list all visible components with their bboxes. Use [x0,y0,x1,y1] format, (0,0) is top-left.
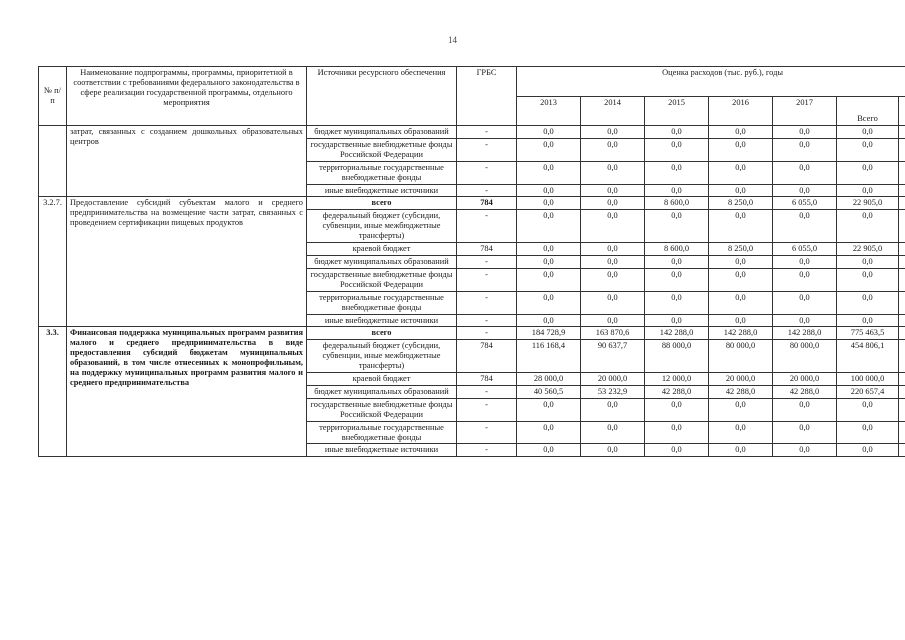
year-value: 20 000,0 [581,373,645,386]
year-value: 0,0 [517,291,581,314]
year-value: 0,0 [773,421,837,444]
year-value: 116 168,4 [517,340,581,373]
header-name: Наименование подпрограммы, программы, приоритетной в соответствии с требованиями федерального законодательства в сфере реализации государственной программы, отдельного мероприятия [67,67,307,126]
year-value: 0,0 [581,398,645,421]
extra-column-cell [899,421,905,444]
year-value: 0,0 [709,314,773,327]
funding-source: бюджет муниципальных образований [307,385,457,398]
year-value: 0,0 [517,126,581,139]
header-year: 2016 [709,97,773,126]
year-value: 163 870,6 [581,327,645,340]
year-value: 0,0 [709,291,773,314]
funding-source: иные внебюджетные источники [307,314,457,327]
funding-source: территориальные государственные внебюджетные фонды [307,161,457,184]
year-value: 80 000,0 [709,340,773,373]
year-value: 0,0 [709,184,773,197]
extra-column-cell [899,255,905,268]
year-value: 0,0 [517,314,581,327]
year-value: 0,0 [581,210,645,243]
grbs-code: - [457,291,517,314]
header-year: 2014 [581,97,645,126]
grbs-code: - [457,268,517,291]
budget-table [38,66,905,457]
grbs-code: 784 [457,197,517,210]
year-value: 0,0 [645,161,709,184]
funding-source: территориальные государственные внебюджетные фонды [307,291,457,314]
year-value: 80 000,0 [773,340,837,373]
funding-source: всего [307,327,457,340]
year-value: 0,0 [581,255,645,268]
year-value: 0,0 [581,444,645,457]
total-value: 454 806,1 [837,340,899,373]
year-value: 0,0 [517,398,581,421]
table-row [39,327,905,340]
year-value: 142 288,0 [709,327,773,340]
extra-column-cell [899,184,905,197]
header-year: 2017 [773,97,837,126]
extra-column-cell [899,210,905,243]
funding-source: территориальные государственные внебюджетные фонды [307,421,457,444]
extra-column-cell [899,161,905,184]
grbs-code: - [457,444,517,457]
year-value: 0,0 [517,197,581,210]
year-value: 0,0 [581,197,645,210]
total-value: 0,0 [837,291,899,314]
funding-source: краевой бюджет [307,373,457,386]
total-value: 775 463,5 [837,327,899,340]
extra-column-cell [899,385,905,398]
year-value: 0,0 [645,314,709,327]
year-value: 20 000,0 [709,373,773,386]
year-value: 0,0 [773,314,837,327]
year-value: 0,0 [517,255,581,268]
total-value: 0,0 [837,161,899,184]
year-value: 0,0 [645,421,709,444]
year-value: 0,0 [581,184,645,197]
total-value: 0,0 [837,255,899,268]
extra-column-cell [899,398,905,421]
header-source: Источники ресурсного обеспечения [307,67,457,126]
total-value: 0,0 [837,268,899,291]
year-value: 8 600,0 [645,243,709,256]
grbs-code: - [457,161,517,184]
table-body [39,126,905,457]
year-value: 0,0 [517,138,581,161]
total-value: 0,0 [837,314,899,327]
header-year: 2013 [517,97,581,126]
year-value: 0,0 [645,291,709,314]
funding-source: федеральный бюджет (субсидии, субвенции, иные межбюджетные трансферты) [307,210,457,243]
funding-source: государственные внебюджетные фонды Российской Федерации [307,138,457,161]
year-value: 42 288,0 [709,385,773,398]
year-value: 12 000,0 [645,373,709,386]
header-extra [899,97,905,126]
year-value: 8 250,0 [709,243,773,256]
funding-source: государственные внебюджетные фонды Российской Федерации [307,398,457,421]
header-total: Всего [837,97,899,126]
grbs-code: - [457,184,517,197]
header-year: 2015 [645,97,709,126]
year-value: 142 288,0 [773,327,837,340]
extra-column-cell [899,340,905,373]
page-number: 14 [448,35,457,45]
year-value: 0,0 [773,255,837,268]
total-value: 220 657,4 [837,385,899,398]
year-value: 0,0 [645,184,709,197]
grbs-code: 784 [457,243,517,256]
extra-column-cell [899,126,905,139]
year-value: 0,0 [581,243,645,256]
year-value: 0,0 [773,444,837,457]
table-row [39,197,905,210]
extra-column-cell [899,197,905,210]
total-value: 0,0 [837,444,899,457]
year-value: 0,0 [581,126,645,139]
year-value: 8 600,0 [645,197,709,210]
measure-name: Финансовая поддержка муниципальных программ развития малого и среднего предпринимательства в виде предоставления субсидий бюджетам муниципальных образований, в том числе отнесенных к монопрофильным, на поддержку муниципальных программ развития малого и среднего предпринимательства [67,327,307,457]
extra-column-cell [899,444,905,457]
year-value: 0,0 [517,184,581,197]
extra-column-cell [899,314,905,327]
year-value: 0,0 [709,444,773,457]
funding-source: иные внебюджетные источники [307,444,457,457]
extra-column-cell [899,243,905,256]
year-value: 0,0 [773,398,837,421]
total-value: 22 905,0 [837,243,899,256]
year-value: 184 728,9 [517,327,581,340]
year-value: 0,0 [517,161,581,184]
grbs-code: - [457,126,517,139]
grbs-code: - [457,255,517,268]
year-value: 0,0 [773,291,837,314]
year-value: 8 250,0 [709,197,773,210]
year-value: 142 288,0 [645,327,709,340]
year-value: 0,0 [645,210,709,243]
total-value: 0,0 [837,138,899,161]
year-value: 53 232,9 [581,385,645,398]
year-value: 0,0 [773,138,837,161]
grbs-code: 784 [457,340,517,373]
total-value: 0,0 [837,421,899,444]
year-value: 0,0 [709,421,773,444]
grbs-code: - [457,327,517,340]
year-value: 0,0 [581,314,645,327]
total-value: 0,0 [837,398,899,421]
total-value: 0,0 [837,126,899,139]
grbs-code: - [457,138,517,161]
year-value: 0,0 [773,184,837,197]
year-value: 90 637,7 [581,340,645,373]
year-value: 0,0 [581,138,645,161]
year-value: 6 055,0 [773,197,837,210]
grbs-code: - [457,421,517,444]
year-value: 0,0 [517,421,581,444]
table-header [39,67,905,126]
year-value: 0,0 [709,210,773,243]
total-value: 0,0 [837,184,899,197]
year-value: 0,0 [517,444,581,457]
year-value: 0,0 [709,161,773,184]
year-value: 0,0 [581,291,645,314]
funding-source: всего [307,197,457,210]
year-value: 0,0 [645,398,709,421]
measure-name: затрат, связанных с созданием дошкольных образовательных центров [67,126,307,197]
year-value: 20 000,0 [773,373,837,386]
year-value: 42 288,0 [645,385,709,398]
funding-source: государственные внебюджетные фонды Российской Федерации [307,268,457,291]
year-value: 0,0 [517,243,581,256]
header-grbs: ГРБС [457,67,517,126]
year-value: 0,0 [645,255,709,268]
measure-name: Предоставление субсидий субъектам малого и среднего предпринимательства на возмещение части затрат, связанных с проведением сертификации пищевых продуктов [67,197,307,327]
row-number: 3.3. [39,327,67,457]
year-value: 28 000,0 [517,373,581,386]
extra-column-cell [899,138,905,161]
year-value: 0,0 [645,138,709,161]
year-value: 0,0 [709,255,773,268]
funding-source: бюджет муниципальных образований [307,255,457,268]
funding-source: бюджет муниципальных образований [307,126,457,139]
year-value: 0,0 [581,161,645,184]
grbs-code: - [457,385,517,398]
table-row [39,126,905,139]
year-value: 0,0 [773,161,837,184]
extra-column-cell [899,327,905,340]
funding-source: иные внебюджетные источники [307,184,457,197]
year-value: 0,0 [773,268,837,291]
row-number: 3.2.7. [39,197,67,327]
year-value: 0,0 [517,210,581,243]
year-value: 0,0 [709,268,773,291]
year-value: 6 055,0 [773,243,837,256]
year-value: 0,0 [709,126,773,139]
funding-source: краевой бюджет [307,243,457,256]
year-value: 0,0 [645,126,709,139]
total-value: 22 905,0 [837,197,899,210]
header-estimate: Оценка расходов (тыс. руб.), годы [517,67,905,97]
extra-column-cell [899,373,905,386]
grbs-code: - [457,314,517,327]
extra-column-cell [899,291,905,314]
extra-column-cell [899,268,905,291]
budget-table-sheet [38,66,905,457]
year-value: 0,0 [645,444,709,457]
year-value: 0,0 [773,210,837,243]
grbs-code: - [457,210,517,243]
year-value: 0,0 [709,138,773,161]
year-value: 40 560,5 [517,385,581,398]
funding-source: федеральный бюджет (субсидии, субвенции, иные межбюджетные трансферты) [307,340,457,373]
year-value: 0,0 [517,268,581,291]
year-value: 0,0 [773,126,837,139]
grbs-code: - [457,398,517,421]
year-value: 0,0 [581,268,645,291]
row-number [39,126,67,197]
grbs-code: 784 [457,373,517,386]
year-value: 0,0 [709,398,773,421]
year-value: 88 000,0 [645,340,709,373]
header-num: № п/п [39,67,67,126]
total-value: 100 000,0 [837,373,899,386]
total-value: 0,0 [837,210,899,243]
year-value: 42 288,0 [773,385,837,398]
year-value: 0,0 [581,421,645,444]
year-value: 0,0 [645,268,709,291]
